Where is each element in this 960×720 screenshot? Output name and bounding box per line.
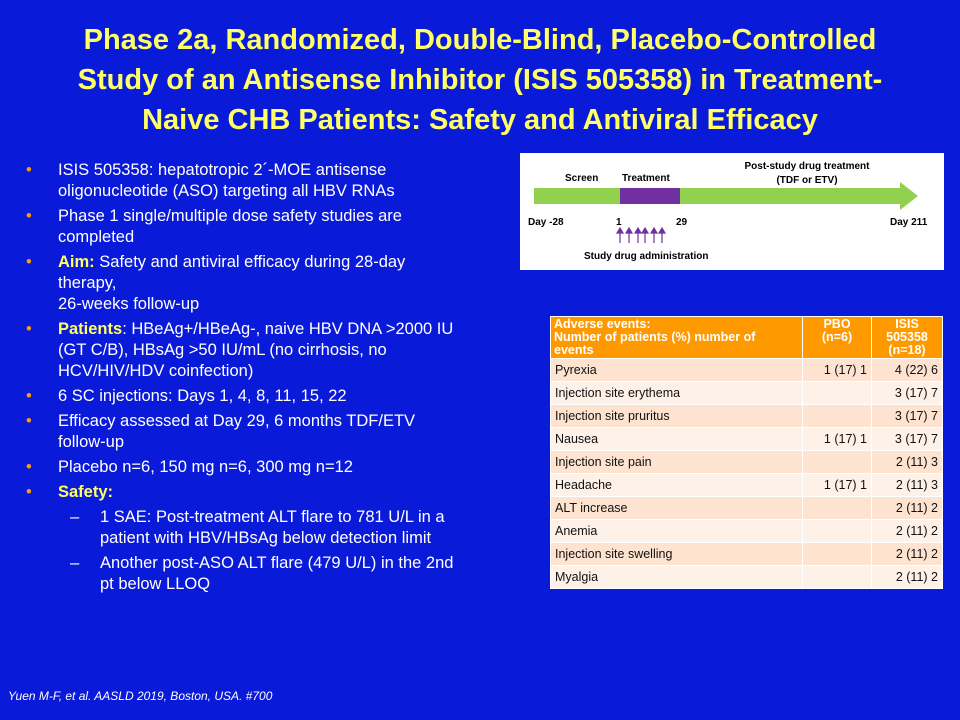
table-row bbox=[551, 543, 943, 566]
pbo-cell bbox=[803, 497, 872, 520]
title-line: Naive CHB Patients: Safety and Antiviral Efficacy bbox=[142, 104, 818, 136]
dose-arrowhead-icon bbox=[635, 228, 641, 233]
timeline-arrowhead-icon bbox=[900, 182, 918, 210]
bullet-text: Another post-ASO ALT flare (479 U/L) in the 2nd bbox=[100, 554, 454, 572]
bullet-dot-icon: • bbox=[26, 483, 32, 501]
bullet-dot-icon: • bbox=[26, 387, 32, 405]
bullet-list bbox=[26, 160, 516, 599]
bullet-label: Aim: bbox=[58, 253, 95, 271]
dose-arrowhead-icon bbox=[617, 228, 623, 233]
bullet-text: follow-up bbox=[58, 433, 125, 451]
admin-label: Study drug administration bbox=[584, 251, 709, 262]
post-study-sublabel: (TDF or ETV) bbox=[776, 175, 838, 186]
isis-cell: 2 (11) 2 bbox=[872, 566, 943, 589]
isis-cell: 3 (17) 7 bbox=[872, 382, 943, 405]
table-row bbox=[551, 359, 943, 382]
bullet-dot-icon: • bbox=[26, 253, 32, 271]
event-cell: Nausea bbox=[551, 428, 803, 451]
event-cell: Injection site erythema bbox=[551, 382, 803, 405]
pbo-cell bbox=[803, 405, 872, 428]
table-row bbox=[551, 405, 943, 428]
dash-icon: – bbox=[70, 508, 80, 526]
bullet-text: 1 SAE: Post-treatment ALT flare to 781 U/L in a bbox=[100, 508, 445, 526]
bullet-text: Efficacy assessed at Day 29, 6 months TDF/ETV bbox=[58, 412, 416, 430]
event-cell: ALT increase bbox=[551, 497, 803, 520]
pbo-cell bbox=[803, 382, 872, 405]
bullet-item bbox=[26, 206, 516, 248]
header-pbo: PBO (n=6) bbox=[803, 317, 872, 359]
day-29-label: 29 bbox=[676, 217, 688, 228]
day-end-label: Day 211 bbox=[890, 217, 928, 228]
sub-bullet-item bbox=[26, 553, 516, 595]
bullet-item bbox=[26, 319, 516, 382]
isis-cell: 3 (17) 7 bbox=[872, 405, 943, 428]
bullet-text: HCV/HIV/HDV coinfection) bbox=[58, 362, 254, 380]
title-line: Study of an Antisense Inhibitor (ISIS 505358) in Treatment- bbox=[77, 64, 883, 96]
bullet-text: completed bbox=[58, 228, 135, 246]
isis-cell: 2 (11) 3 bbox=[872, 474, 943, 497]
bullet-dot-icon: • bbox=[26, 412, 32, 430]
citation-footer: Yuen M-F, et al. AASLD 2019, Boston, USA. #700 bbox=[8, 689, 273, 703]
table-row bbox=[551, 451, 943, 474]
bullet-item bbox=[26, 482, 516, 503]
treatment-label: Treatment bbox=[622, 173, 670, 184]
bullet-text: Placebo n=6, 150 mg n=6, 300 mg n=12 bbox=[58, 458, 353, 476]
bullet-text: patient with HBV/HBsAg below detection limit bbox=[100, 529, 432, 547]
bullet-text: ISIS 505358: hepatotropic 2´-MOE antisense bbox=[58, 161, 387, 179]
bullet-item bbox=[26, 457, 516, 478]
pbo-cell bbox=[803, 543, 872, 566]
day-start-label: Day -28 bbox=[528, 217, 564, 228]
bullet-dot-icon: • bbox=[26, 320, 32, 338]
pbo-cell bbox=[803, 451, 872, 474]
isis-cell: 2 (11) 2 bbox=[872, 497, 943, 520]
dose-arrowhead-icon bbox=[659, 228, 665, 233]
bullet-dot-icon: • bbox=[26, 458, 32, 476]
bullet-text: therapy, bbox=[58, 274, 117, 292]
event-cell: Anemia bbox=[551, 520, 803, 543]
adverse-events-table bbox=[550, 316, 943, 589]
event-cell: Pyrexia bbox=[551, 359, 803, 382]
table-row bbox=[551, 474, 943, 497]
day-1-label: 1 bbox=[616, 217, 622, 228]
isis-cell: 2 (11) 3 bbox=[872, 451, 943, 474]
table-row bbox=[551, 382, 943, 405]
bullet-item bbox=[26, 386, 516, 407]
bullet-text: 26-weeks follow-up bbox=[58, 295, 200, 313]
bullet-item bbox=[26, 160, 516, 202]
bullet-text: pt below LLOQ bbox=[100, 575, 211, 593]
pbo-cell bbox=[803, 520, 872, 543]
dose-arrowhead-icon bbox=[626, 228, 632, 233]
dose-arrowhead-icon bbox=[651, 228, 657, 233]
table-row bbox=[551, 566, 943, 589]
event-cell: Myalgia bbox=[551, 566, 803, 589]
table-row bbox=[551, 520, 943, 543]
study-timeline-diagram bbox=[520, 153, 944, 270]
pbo-cell: 1 (17) 1 bbox=[803, 474, 872, 497]
post-study-label: Post-study drug treatment bbox=[744, 161, 870, 172]
dose-arrowhead-icon bbox=[642, 228, 648, 233]
event-cell: Injection site pruritus bbox=[551, 405, 803, 428]
pbo-cell: 1 (17) 1 bbox=[803, 428, 872, 451]
bullet-text: 6 SC injections: Days 1, 4, 8, 11, 15, 22 bbox=[58, 387, 347, 405]
event-cell: Injection site pain bbox=[551, 451, 803, 474]
bullet-text: Phase 1 single/multiple dose safety studies are bbox=[58, 207, 402, 225]
event-cell: Injection site swelling bbox=[551, 543, 803, 566]
isis-cell: 2 (11) 2 bbox=[872, 543, 943, 566]
bullet-item bbox=[26, 252, 516, 315]
slide-title bbox=[20, 20, 940, 140]
bullet-text: : HBeAg+/HBeAg-, naive HBV DNA >2000 IU bbox=[122, 320, 454, 338]
bullet-text: Safety and antiviral efficacy during 28-day bbox=[94, 253, 406, 271]
isis-cell: 4 (22) 6 bbox=[872, 359, 943, 382]
isis-cell: 3 (17) 7 bbox=[872, 428, 943, 451]
table-row bbox=[551, 497, 943, 520]
dash-icon: – bbox=[70, 554, 80, 572]
bullet-label: Safety: bbox=[58, 483, 114, 501]
bullet-dot-icon: • bbox=[26, 161, 32, 179]
isis-cell: 2 (11) 2 bbox=[872, 520, 943, 543]
bullet-dot-icon: • bbox=[26, 207, 32, 225]
bullet-label: Patients bbox=[58, 320, 123, 338]
pbo-cell: 1 (17) 1 bbox=[803, 359, 872, 382]
table-row bbox=[551, 428, 943, 451]
timeline-bar bbox=[534, 188, 902, 204]
pbo-cell bbox=[803, 566, 872, 589]
table-header-row bbox=[551, 317, 943, 359]
bullet-text: oligonucleotide (ASO) targeting all HBV RNAs bbox=[58, 182, 395, 200]
event-cell: Headache bbox=[551, 474, 803, 497]
header-isis: ISIS 505358 (n=18) bbox=[872, 317, 943, 359]
sub-bullet-item bbox=[26, 507, 516, 549]
treatment-segment bbox=[620, 188, 680, 204]
screen-label: Screen bbox=[565, 173, 599, 184]
bullet-item bbox=[26, 411, 516, 453]
title-line: Phase 2a, Randomized, Double-Blind, Placebo-Controlled bbox=[83, 24, 877, 56]
bullet-text: (GT C/B), HBsAg >50 IU/mL (no cirrhosis, no bbox=[58, 341, 387, 359]
dose-arrows bbox=[617, 228, 665, 243]
header-adverse-events: Adverse events: Number of patients (%) number of events bbox=[551, 317, 803, 359]
